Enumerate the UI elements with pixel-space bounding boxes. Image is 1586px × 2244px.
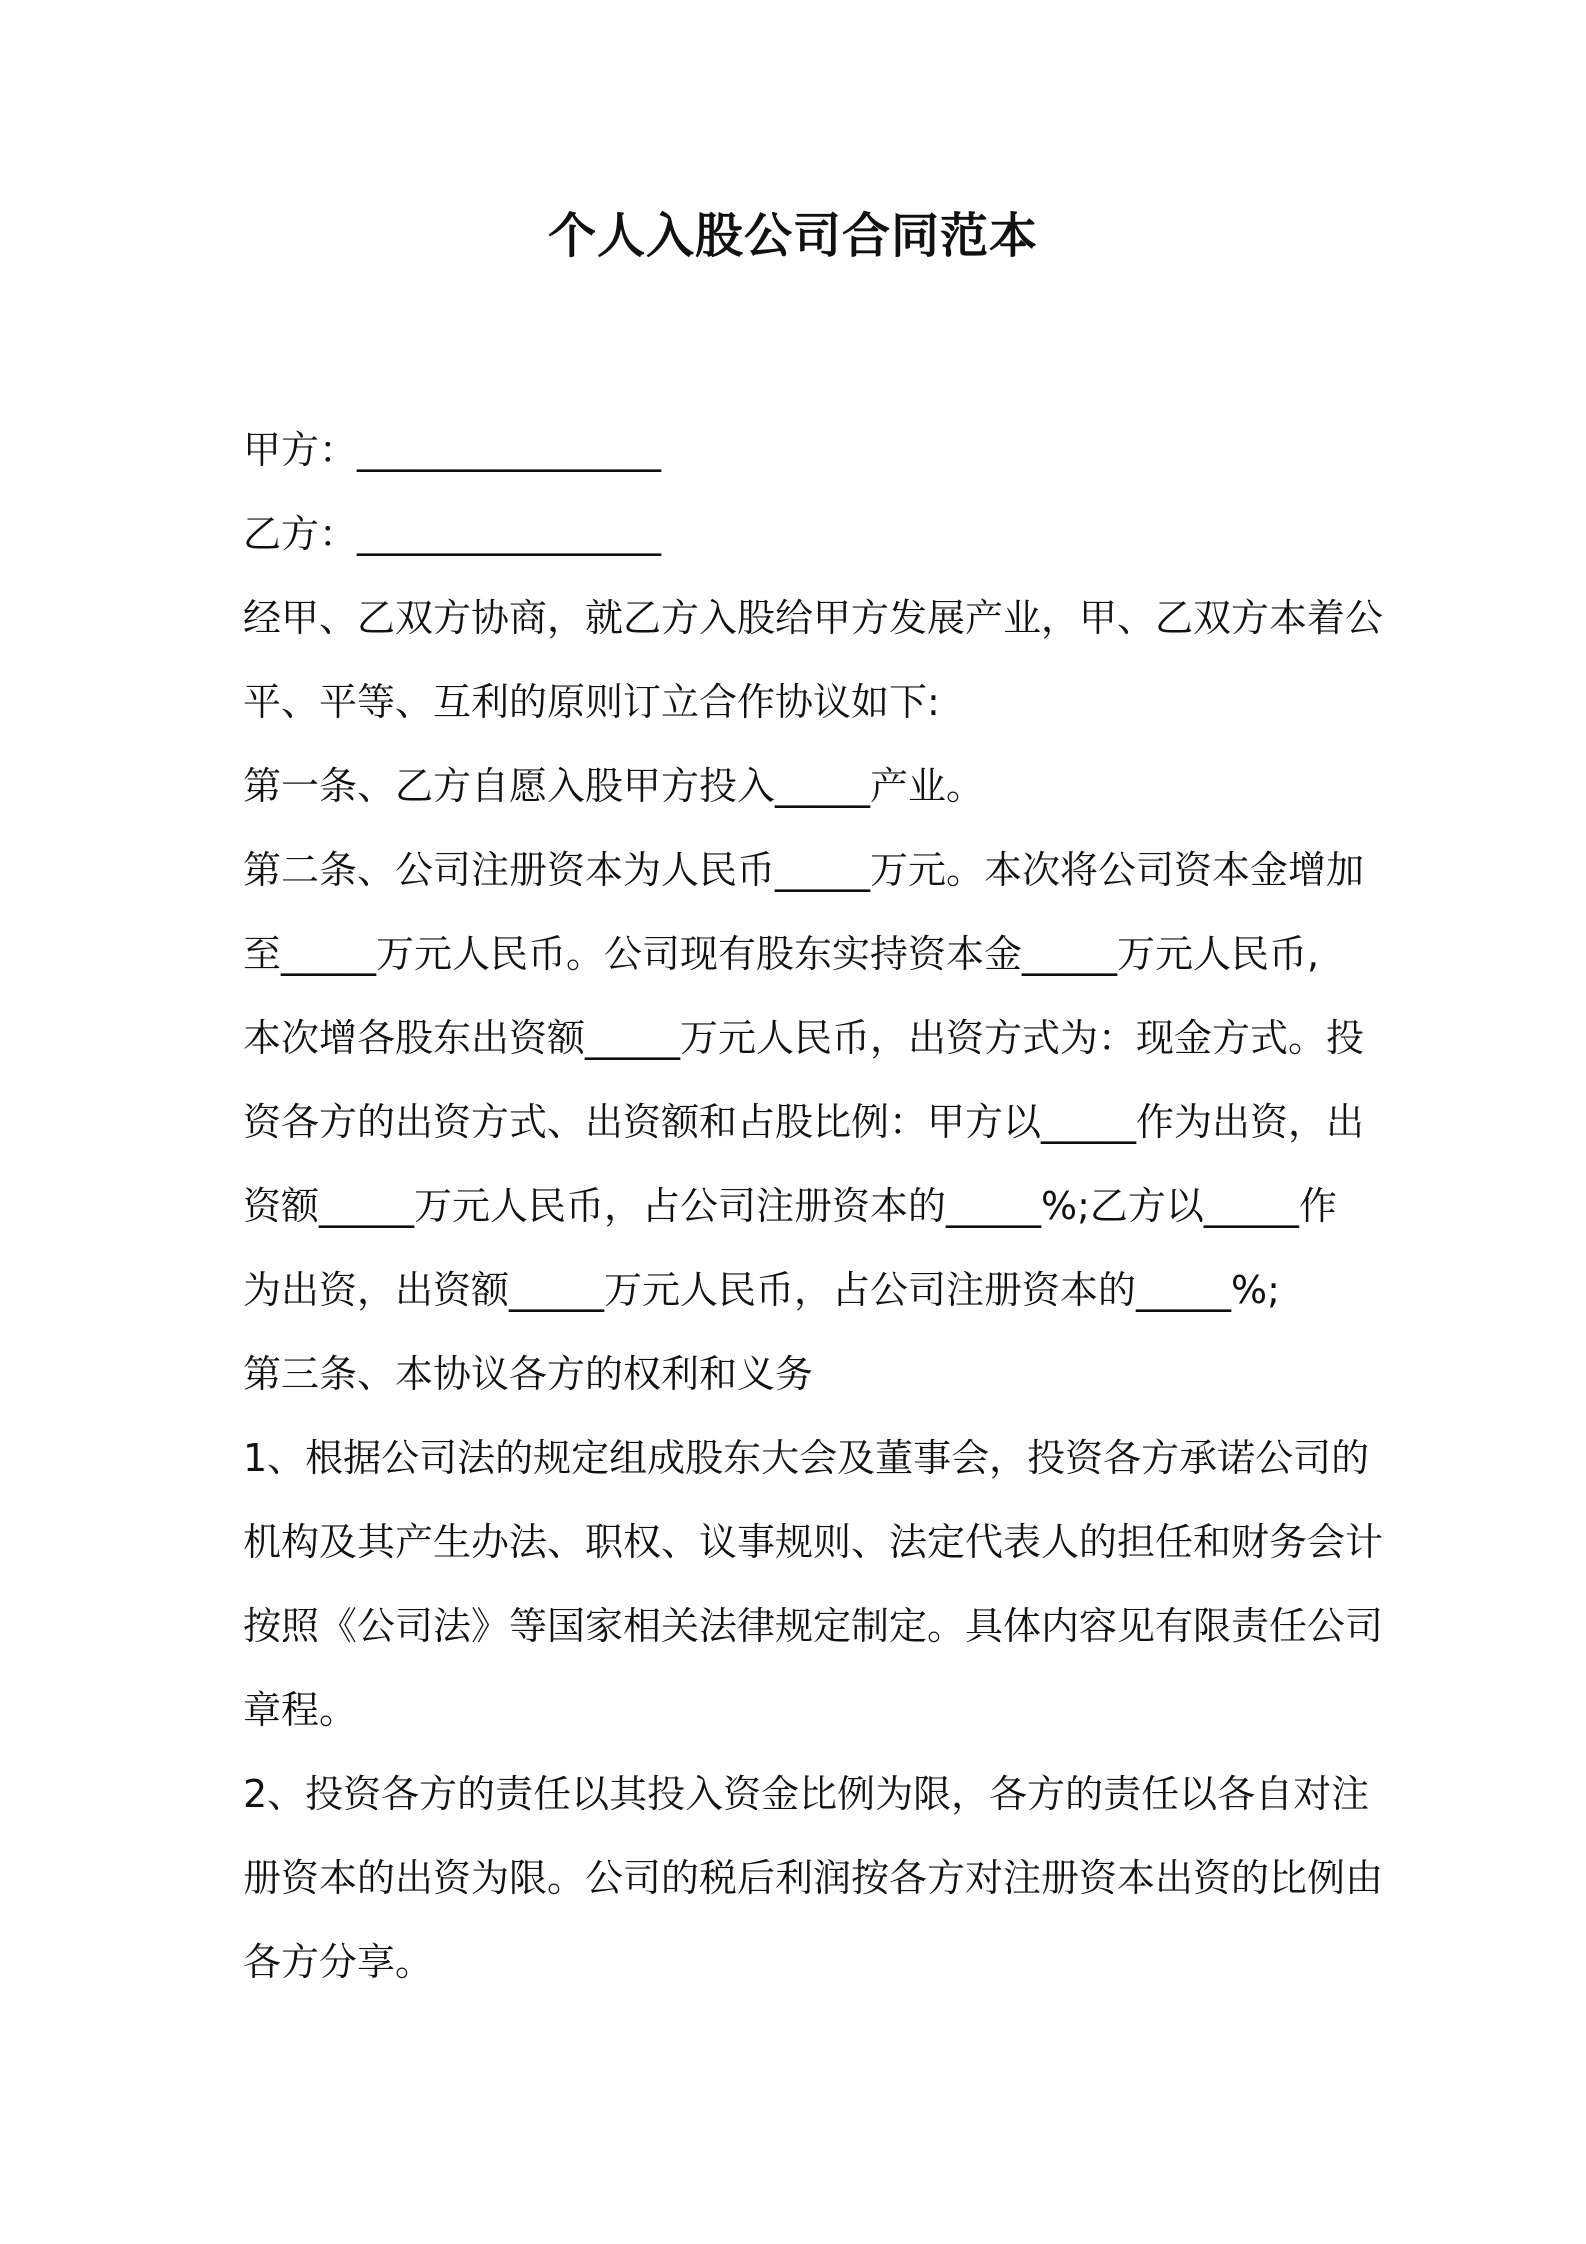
preamble-line-1: 经甲、乙双方协商，就乙方入股给甲方发展产业，甲、乙双方本着公	[243, 596, 1384, 640]
article-3-heading: 第三条、本协议各方的权利和义务	[243, 1352, 814, 1396]
clause-1-line-3: 按照《公司法》等国家相关法律规定制定。具体内容见有限责任公司	[243, 1604, 1384, 1648]
article-2-line-1: 第二条、公司注册资本为人民币_____万元。本次将公司资本金增加	[243, 848, 1365, 892]
document-title: 个人入股公司合同范本	[547, 208, 1038, 264]
article-2-line-5: 资额_____万元人民币，占公司注册资本的_____%;乙方以_____作	[243, 1184, 1337, 1228]
article-2-line-3: 本次增各股东出资额_____万元人民币，出资方式为：现金方式。投	[243, 1016, 1365, 1060]
clause-2-line-3: 各方分享。	[243, 1940, 434, 1984]
article-2-line-2: 至_____万元人民币。公司现有股东实持资本金_____万元人民币,	[243, 932, 1320, 976]
preamble-line-2: 平、平等、互利的原则订立合作协议如下:	[243, 680, 940, 724]
party-a-line: 甲方：________________	[243, 428, 662, 472]
clause-1-line-2: 机构及其产生办法、职权、议事规则、法定代表人的担任和财务会计	[243, 1520, 1384, 1564]
article-2-line-4: 资各方的出资方式、出资额和占股比例：甲方以_____作为出资，出	[243, 1100, 1365, 1144]
clause-1-line-4: 章程。	[243, 1688, 358, 1732]
clause-2-line-1: 2、投资各方的责任以其投入资金比例为限，各方的责任以各自对注	[243, 1772, 1370, 1816]
clause-1-line-1: 1、根据公司法的规定组成股东大会及董事会，投资各方承诺公司的	[243, 1436, 1370, 1480]
party-b-line: 乙方：________________	[243, 512, 662, 556]
clause-2-line-2: 册资本的出资为限。公司的税后利润按各方对注册资本出资的比例由	[243, 1856, 1384, 1900]
article-1-line: 第一条、乙方自愿入股甲方投入_____产业。	[243, 764, 985, 808]
article-2-line-6: 为出资，出资额_____万元人民币，占公司注册资本的_____%;	[243, 1268, 1280, 1312]
document-body	[243, 408, 1384, 2004]
